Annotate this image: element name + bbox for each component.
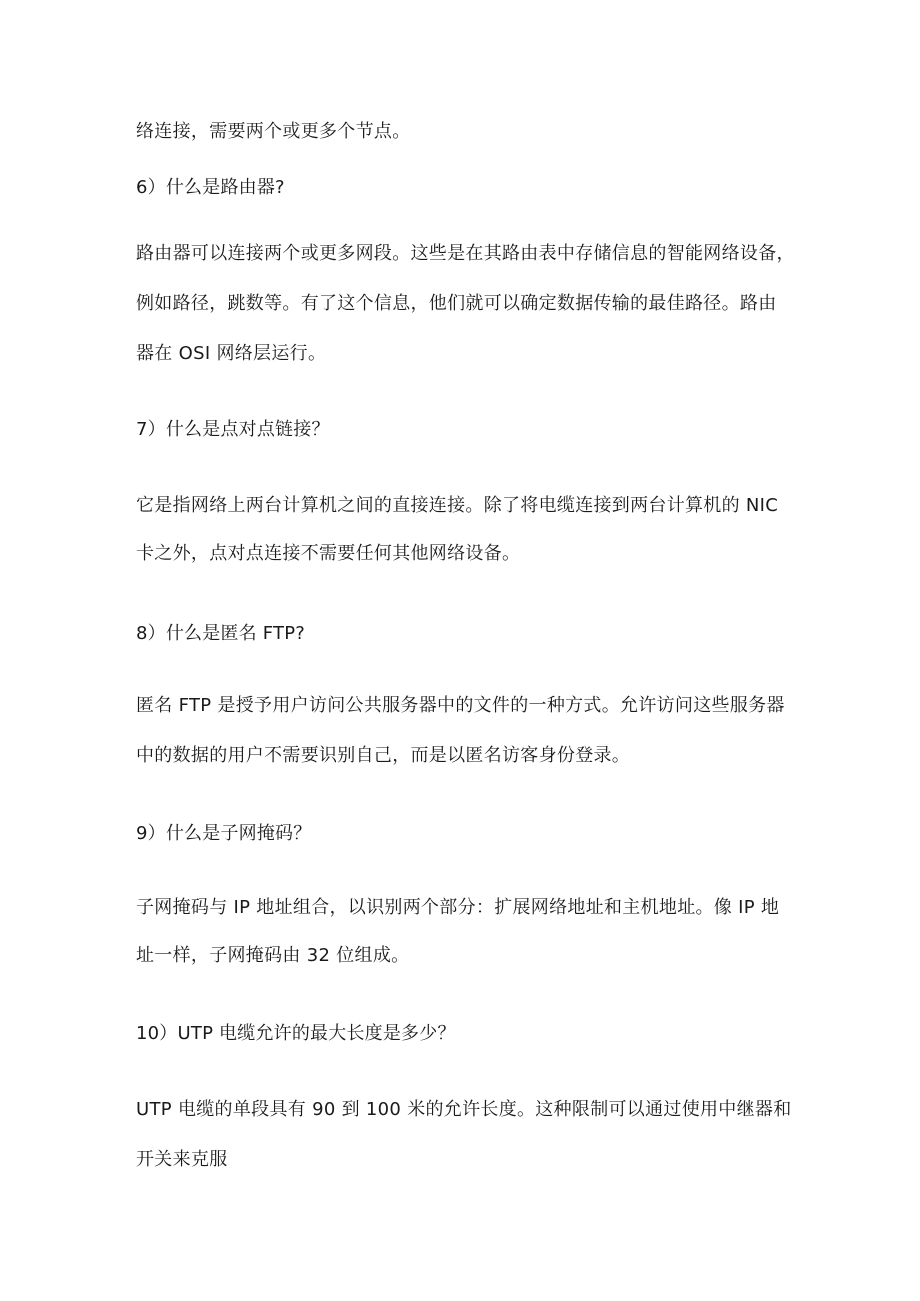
question-heading: 9）什么是子网掩码？ — [136, 823, 312, 844]
answer-line: 器在 OSI 网络层运行。 — [136, 343, 327, 364]
answer-line: 开关来克服 — [136, 1149, 228, 1170]
answer-line: 卡之外，点对点连接不需要任何其他网络设备。 — [136, 543, 521, 564]
answer-line: 例如路径，跳数等。有了这个信息，他们就可以确定数据传输的最佳路径。路由 — [136, 293, 777, 314]
answer-line: 路由器可以连接两个或更多网段。这些是在其路由表中存储信息的智能网络设备， — [136, 243, 795, 264]
paragraph-line: 络连接，需要两个或更多个节点。 — [136, 121, 411, 142]
answer-line: UTP 电缆的单段具有 90 到 100 米的允许长度。这种限制可以通过使用中继器和 — [136, 1099, 792, 1120]
question-heading: 7）什么是点对点链接？ — [136, 419, 330, 440]
answer-line: 匿名 FTP 是授予用户访问公共服务器中的文件的一种方式。允许访问这些服务器 — [136, 695, 785, 716]
question-heading: 6）什么是路由器? — [136, 177, 285, 198]
answer-line: 子网掩码与 IP 地址组合，以识别两个部分：扩展网络地址和主机地址。像 IP 地 — [136, 897, 780, 918]
answer-line: 它是指网络上两台计算机之间的直接连接。除了将电缆连接到两台计算机的 NIC — [136, 495, 779, 516]
answer-line: 址一样，子网掩码由 32 位组成。 — [136, 945, 410, 966]
question-heading: 10）UTP 电缆允许的最大长度是多少？ — [136, 1023, 456, 1044]
answer-line: 中的数据的用户不需要识别自己，而是以匿名访客身份登录。 — [136, 745, 631, 766]
question-heading: 8）什么是匿名 FTP? — [136, 623, 306, 644]
